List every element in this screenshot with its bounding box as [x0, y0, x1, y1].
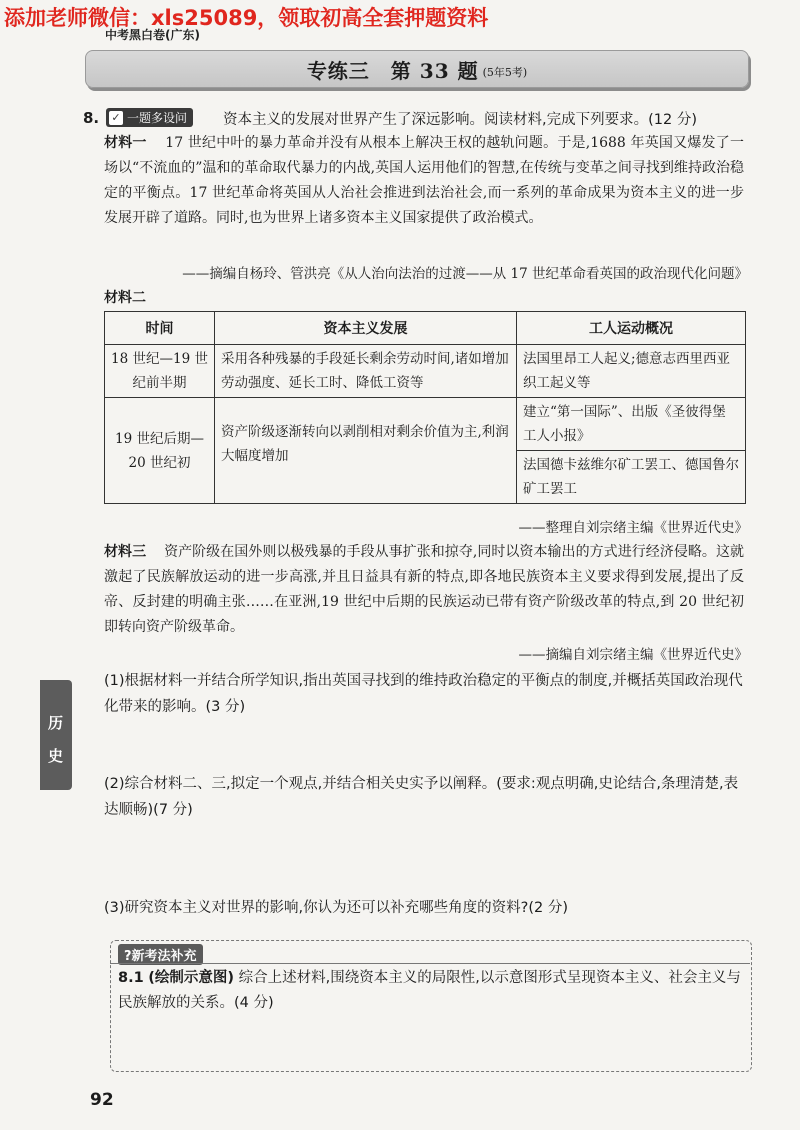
section-title-bar	[85, 50, 749, 88]
section-title: 专练三 第 33 题	[306, 58, 479, 83]
material3	[104, 540, 744, 640]
material1-label: 材料一	[104, 135, 147, 151]
table-header: 工人运动概况	[517, 312, 746, 345]
material3-label: 材料三	[104, 544, 147, 560]
bulb-icon: ?	[124, 949, 132, 964]
sub-question-3: (3)研究资本主义对世界的影响,你认为还可以补充哪些角度的资料?(2 分)	[104, 900, 568, 916]
page-number: 92	[90, 1090, 114, 1110]
sidebar-char-1: 历	[48, 714, 64, 732]
sub-question-1: (1)根据材料一并结合所学知识,指出英国寻找到的维持政治稳定的平衡点的制度,并概括英国政治现代化带来的影响。(3 分)	[104, 673, 743, 715]
material1-text: 17 世纪中叶的暴力革命并没有从根本上解决王权的越轨问题。于是,1688 年英国又爆发了一场以“不流血的”温和的革命取代暴力的内战,英国人运用他们的智慧,在传统与变革之间寻找到维持政治稳定的平衡点。17 世纪革命将英国从人治社会推进到法治社会,而一系列的革命成果为资本主义的进一步发展开辟了道路。同时,也为世界上诸多资本主义国家提供了政治模式。	[104, 135, 744, 226]
question-tag-label: 一题多设问	[127, 111, 188, 125]
question-tag	[106, 108, 193, 127]
table-cell-period: 18 世纪—19 世纪前半期	[105, 345, 215, 398]
question-number: 8.	[83, 109, 100, 127]
supplement-number: 8.1	[118, 970, 144, 986]
supplement-text: 综合上述材料,围绕资本主义的局限性,以示意图形式呈现资本主义、社会主义与民族解放的关系。(4 分)	[118, 970, 741, 1011]
table-cell-movement: 法国里昂工人起义;德意志西里西亚织工起义等	[517, 345, 746, 398]
subject-sidebar	[40, 680, 72, 790]
running-head: 中考黑白卷(广东)	[105, 28, 200, 42]
material2-source: ——整理自刘宗绪主编《世界近代史》	[518, 520, 748, 536]
table-row	[105, 398, 746, 451]
table-cell-movement: 法国德卡兹维尔矿工罢工、德国鲁尔矿工罢工	[517, 451, 746, 504]
material2-label: 材料二	[104, 290, 146, 306]
table-row	[105, 345, 746, 398]
table-cell-movement: 建立“第一国际”、出版《圣彼得堡工人小报》	[517, 398, 746, 451]
question-stem: 资本主义的发展对世界产生了深远影响。阅读材料,完成下列要求。(12 分)	[223, 112, 697, 128]
material1-source: ——摘编自杨玲、管洪亮《从人治向法治的过渡——从 17 世纪革命看英国的政治现代化问题》	[182, 266, 748, 282]
section-subtitle: (5年5考)	[482, 66, 528, 79]
table-cell-development: 资产阶级逐渐转向以剥削相对剩余价值为主,利润大幅度增加	[215, 398, 517, 504]
watermark-text: 添加老师微信：xls25089，领取初高全套押题资料	[4, 6, 489, 30]
check-icon: ✓	[109, 111, 123, 125]
table-header-row	[105, 312, 746, 345]
table-cell-period: 19 世纪后期—20 世纪初	[105, 398, 215, 504]
sub-question-2: (2)综合材料二、三,拟定一个观点,并结合相关史实予以阐释。(要求:观点明确,史论结合,条理清楚,表达顺畅)(7 分)	[104, 776, 739, 818]
material1	[104, 131, 744, 231]
table-header: 时间	[105, 312, 215, 345]
material3-text: 资产阶级在国外则以极残暴的手段从事扩张和掠夺,同时以资本输出的方式进行经济侵略。这就激起了民族解放运动的进一步高涨,并且日益具有新的特点,即各地民族资本主义要求得到发展,提出了反帝、反封建的明确主张……在亚洲,19 世纪中后期的民族运动已带有资产阶级改革的特点,到 20 世纪初即转向资产阶级革命。	[104, 544, 744, 635]
supplement-tag-label: 新考法补充	[131, 949, 197, 964]
material2-table	[104, 311, 746, 504]
sidebar-char-2: 史	[48, 747, 64, 765]
supplement-divider	[110, 963, 750, 964]
table-cell-development: 采用各种残暴的手段延长剩余劳动时间,诸如增加劳动强度、延长工时、降低工资等	[215, 345, 517, 398]
supplement-question	[118, 966, 743, 1016]
material3-source: ——摘编自刘宗绪主编《世界近代史》	[518, 647, 748, 663]
supplement-type: (绘制示意图)	[148, 970, 235, 986]
supplement-tag	[118, 944, 203, 965]
table-header: 资本主义发展	[215, 312, 517, 345]
